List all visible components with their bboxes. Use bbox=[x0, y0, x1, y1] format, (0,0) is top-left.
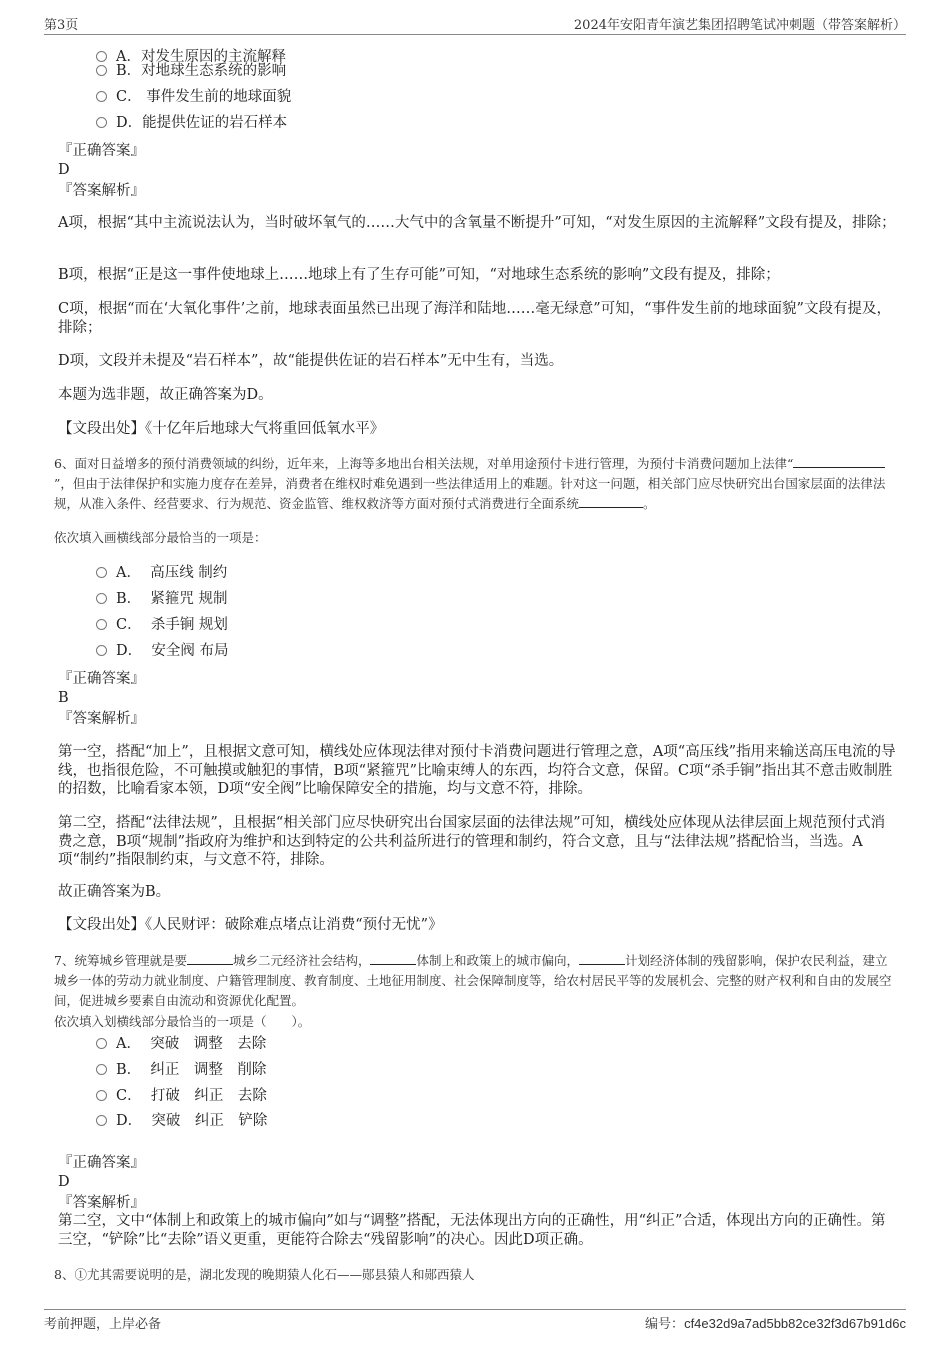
radio-icon[interactable] bbox=[96, 1064, 107, 1075]
q6-option-a[interactable]: A． 高压线 制约 bbox=[96, 564, 227, 582]
q5-answer: D bbox=[58, 162, 70, 178]
q5-answer-label: 『正确答案』 bbox=[58, 143, 145, 159]
q6-analysis-label: 『答案解析』 bbox=[58, 711, 145, 727]
q6-blank-1 bbox=[793, 455, 885, 468]
radio-icon[interactable] bbox=[96, 1090, 107, 1101]
q6-stem: 6、面对日益增多的预付消费领域的纠纷，近年来，上海等多地出台相关法规，对单用途预付卡进行管理，为预付卡消费问题加上法律“”，但由于法律保护和实施力度存在差异，消费者在维权时难免遇到一些法律适用上的难题。针对这一问题，相关部门应尽快研究出台国家层面的法律法规，从准入条件、经营要求、行为规范、资金监管、维权救济等方面对预付式消费进行全面系统 。 bbox=[54, 456, 886, 511]
q6-option-d[interactable]: D． 安全阀 布局 bbox=[96, 642, 228, 660]
q5-analysis-d: D项，文段并未提及“岩石样本”，故“能提供佐证的岩石样本”无中生有，当选。 bbox=[58, 353, 564, 369]
q7-option-a[interactable]: A． 突破 调整 去除 bbox=[96, 1035, 266, 1053]
q7-answer-label: 『正确答案』 bbox=[58, 1155, 145, 1171]
q8-stem: 8、①尤其需要说明的是，湖北发现的晚期猿人化石——郧县猿人和郧西猿人 bbox=[54, 1267, 475, 1282]
radio-icon[interactable] bbox=[96, 645, 107, 656]
radio-icon[interactable] bbox=[96, 1115, 107, 1126]
radio-icon[interactable] bbox=[96, 619, 107, 630]
q5-option-c[interactable]: C． 事件发生前的地球面貌 bbox=[96, 88, 291, 106]
q6-option-c[interactable]: C． 杀手锏 规划 bbox=[96, 616, 228, 634]
radio-icon[interactable] bbox=[96, 51, 107, 62]
q6-conclusion: 故正确答案为B。 bbox=[58, 884, 171, 900]
radio-icon[interactable] bbox=[96, 1038, 107, 1049]
radio-icon[interactable] bbox=[96, 593, 107, 604]
q7-answer: D bbox=[58, 1174, 70, 1190]
q5-conclusion: 本题为选非题，故正确答案为D。 bbox=[58, 387, 273, 403]
q6-analysis-2: 第二空，搭配“法律法规”，且根据“相关部门应尽快研究出台国家层面的法律法规”可知，横线处应体现从法律层面上规范预付式消费之意，B项“规制”指政府为维护和达到特定的公共利益所进行的管理和制约，符合文意，且与“法律法规”搭配恰当，当选。A项“制约”指限制约束，与文意不符，排除。 bbox=[58, 815, 886, 868]
q6-source: 【文段出处】《人民财评：破除难点堵点让消费“预付无忧”》 bbox=[58, 917, 443, 933]
q7-option-d[interactable]: D． 突破 纠正 铲除 bbox=[96, 1112, 267, 1130]
q7-blank-3 bbox=[579, 952, 625, 965]
q6-analysis-1: 第一空，搭配“加上”，且根据文意可知，横线处应体现法律对预付卡消费问题进行管理之意，A项“高压线”指用来输送高压电流的导线，也指很危险，不可触摸或触犯的事情，B项“紧箍咒”比喻束缚人的东西，均符合文意，保留。C项“杀手锏”指出其不意击败制胜的招数，比喻看家本领，D项“安全阀”比喻保障安全的措施，均与文意不符，排除。 bbox=[58, 744, 896, 797]
q5-option-d[interactable]: D．能提供佐证的岩石样本 bbox=[96, 114, 287, 132]
q5-option-a[interactable]: A．对发生原因的主流解释 bbox=[96, 48, 286, 66]
q7-blank-1 bbox=[187, 952, 233, 965]
q7-analysis-label: 『答案解析』 bbox=[58, 1195, 145, 1211]
page-number: 第3页 bbox=[44, 18, 79, 33]
radio-icon[interactable] bbox=[96, 65, 107, 76]
q5-source: 【文段出处】《十亿年后地球大气将重回低氧水平》 bbox=[58, 421, 385, 437]
q5-analysis-a: A项，根据“其中主流说法认为，当时破坏氧气的……大气中的含氧量不断提升”可知，“对发生原因的主流解释”文段有提及，排除； bbox=[58, 215, 896, 231]
footer-slogan: 考前押题，上岸必备 bbox=[44, 1317, 162, 1332]
q5-analysis-b: B项，根据“正是这一事件使地球上……地球上有了生存可能”可知，“对地球生态系统的影响”文段有提及，排除； bbox=[58, 267, 780, 283]
q6-answer: B bbox=[58, 690, 69, 706]
q7-prompt: 依次填入划横线部分最恰当的一项是（ ）。 bbox=[54, 1014, 311, 1029]
q6-answer-label: 『正确答案』 bbox=[58, 671, 145, 687]
header-divider bbox=[44, 34, 906, 35]
footer-divider bbox=[44, 1309, 906, 1310]
q6-blank-2 bbox=[579, 495, 643, 508]
q5-analysis-label: 『答案解析』 bbox=[58, 183, 145, 199]
q7-stem: 7、统筹城乡管理就是要 城乡二元经济社会结构， 体制上和政策上的城市偏向， 计划经济体制的残留影响，保护农民利益，建立城乡一体的劳动力就业制度、户籍管理制度、教育制度、土地征用制度、社会保障制度等，给农村居民平等的发展机会、完整的财产权利和自由的发展空间，促进城乡要素自由流动和资源优化配置。 bbox=[54, 953, 892, 1008]
q7-blank-2 bbox=[370, 952, 416, 965]
document-code: 编号：cf4e32d9a7ad5bb82ce32f3d67b91d6c bbox=[645, 1316, 906, 1332]
radio-icon[interactable] bbox=[96, 117, 107, 128]
q6-prompt: 依次填入画横线部分最恰当的一项是： bbox=[54, 530, 267, 545]
document-title: 2024年安阳青年演艺集团招聘笔试冲刺题（带答案解析） bbox=[573, 18, 906, 33]
q7-option-c[interactable]: C． 打破 纠正 去除 bbox=[96, 1087, 267, 1105]
radio-icon[interactable] bbox=[96, 91, 107, 102]
q5-analysis-c: C项，根据“而在‘大氧化事件’之前，地球表面虽然已出现了海洋和陆地……毫无绿意”可知，“事件发生前的地球面貌”文段有提及，排除； bbox=[58, 301, 891, 336]
q7-option-b[interactable]: B． 纠正 调整 削除 bbox=[96, 1061, 266, 1079]
radio-icon[interactable] bbox=[96, 567, 107, 578]
q6-option-b[interactable]: B． 紧箍咒 规制 bbox=[96, 590, 227, 608]
q5-option-b[interactable]: B．对地球生态系统的影响 bbox=[96, 62, 286, 80]
q7-analysis: 第二空，文中“体制上和政策上的城市偏向”如与“调整”搭配，无法体现出方向的正确性，用“纠正”合适，体现出方向的正确性。第三空，“铲除”比“去除”语义更重，更能符合除去“残留影响”的决心。因此D项正确。 bbox=[58, 1213, 886, 1248]
